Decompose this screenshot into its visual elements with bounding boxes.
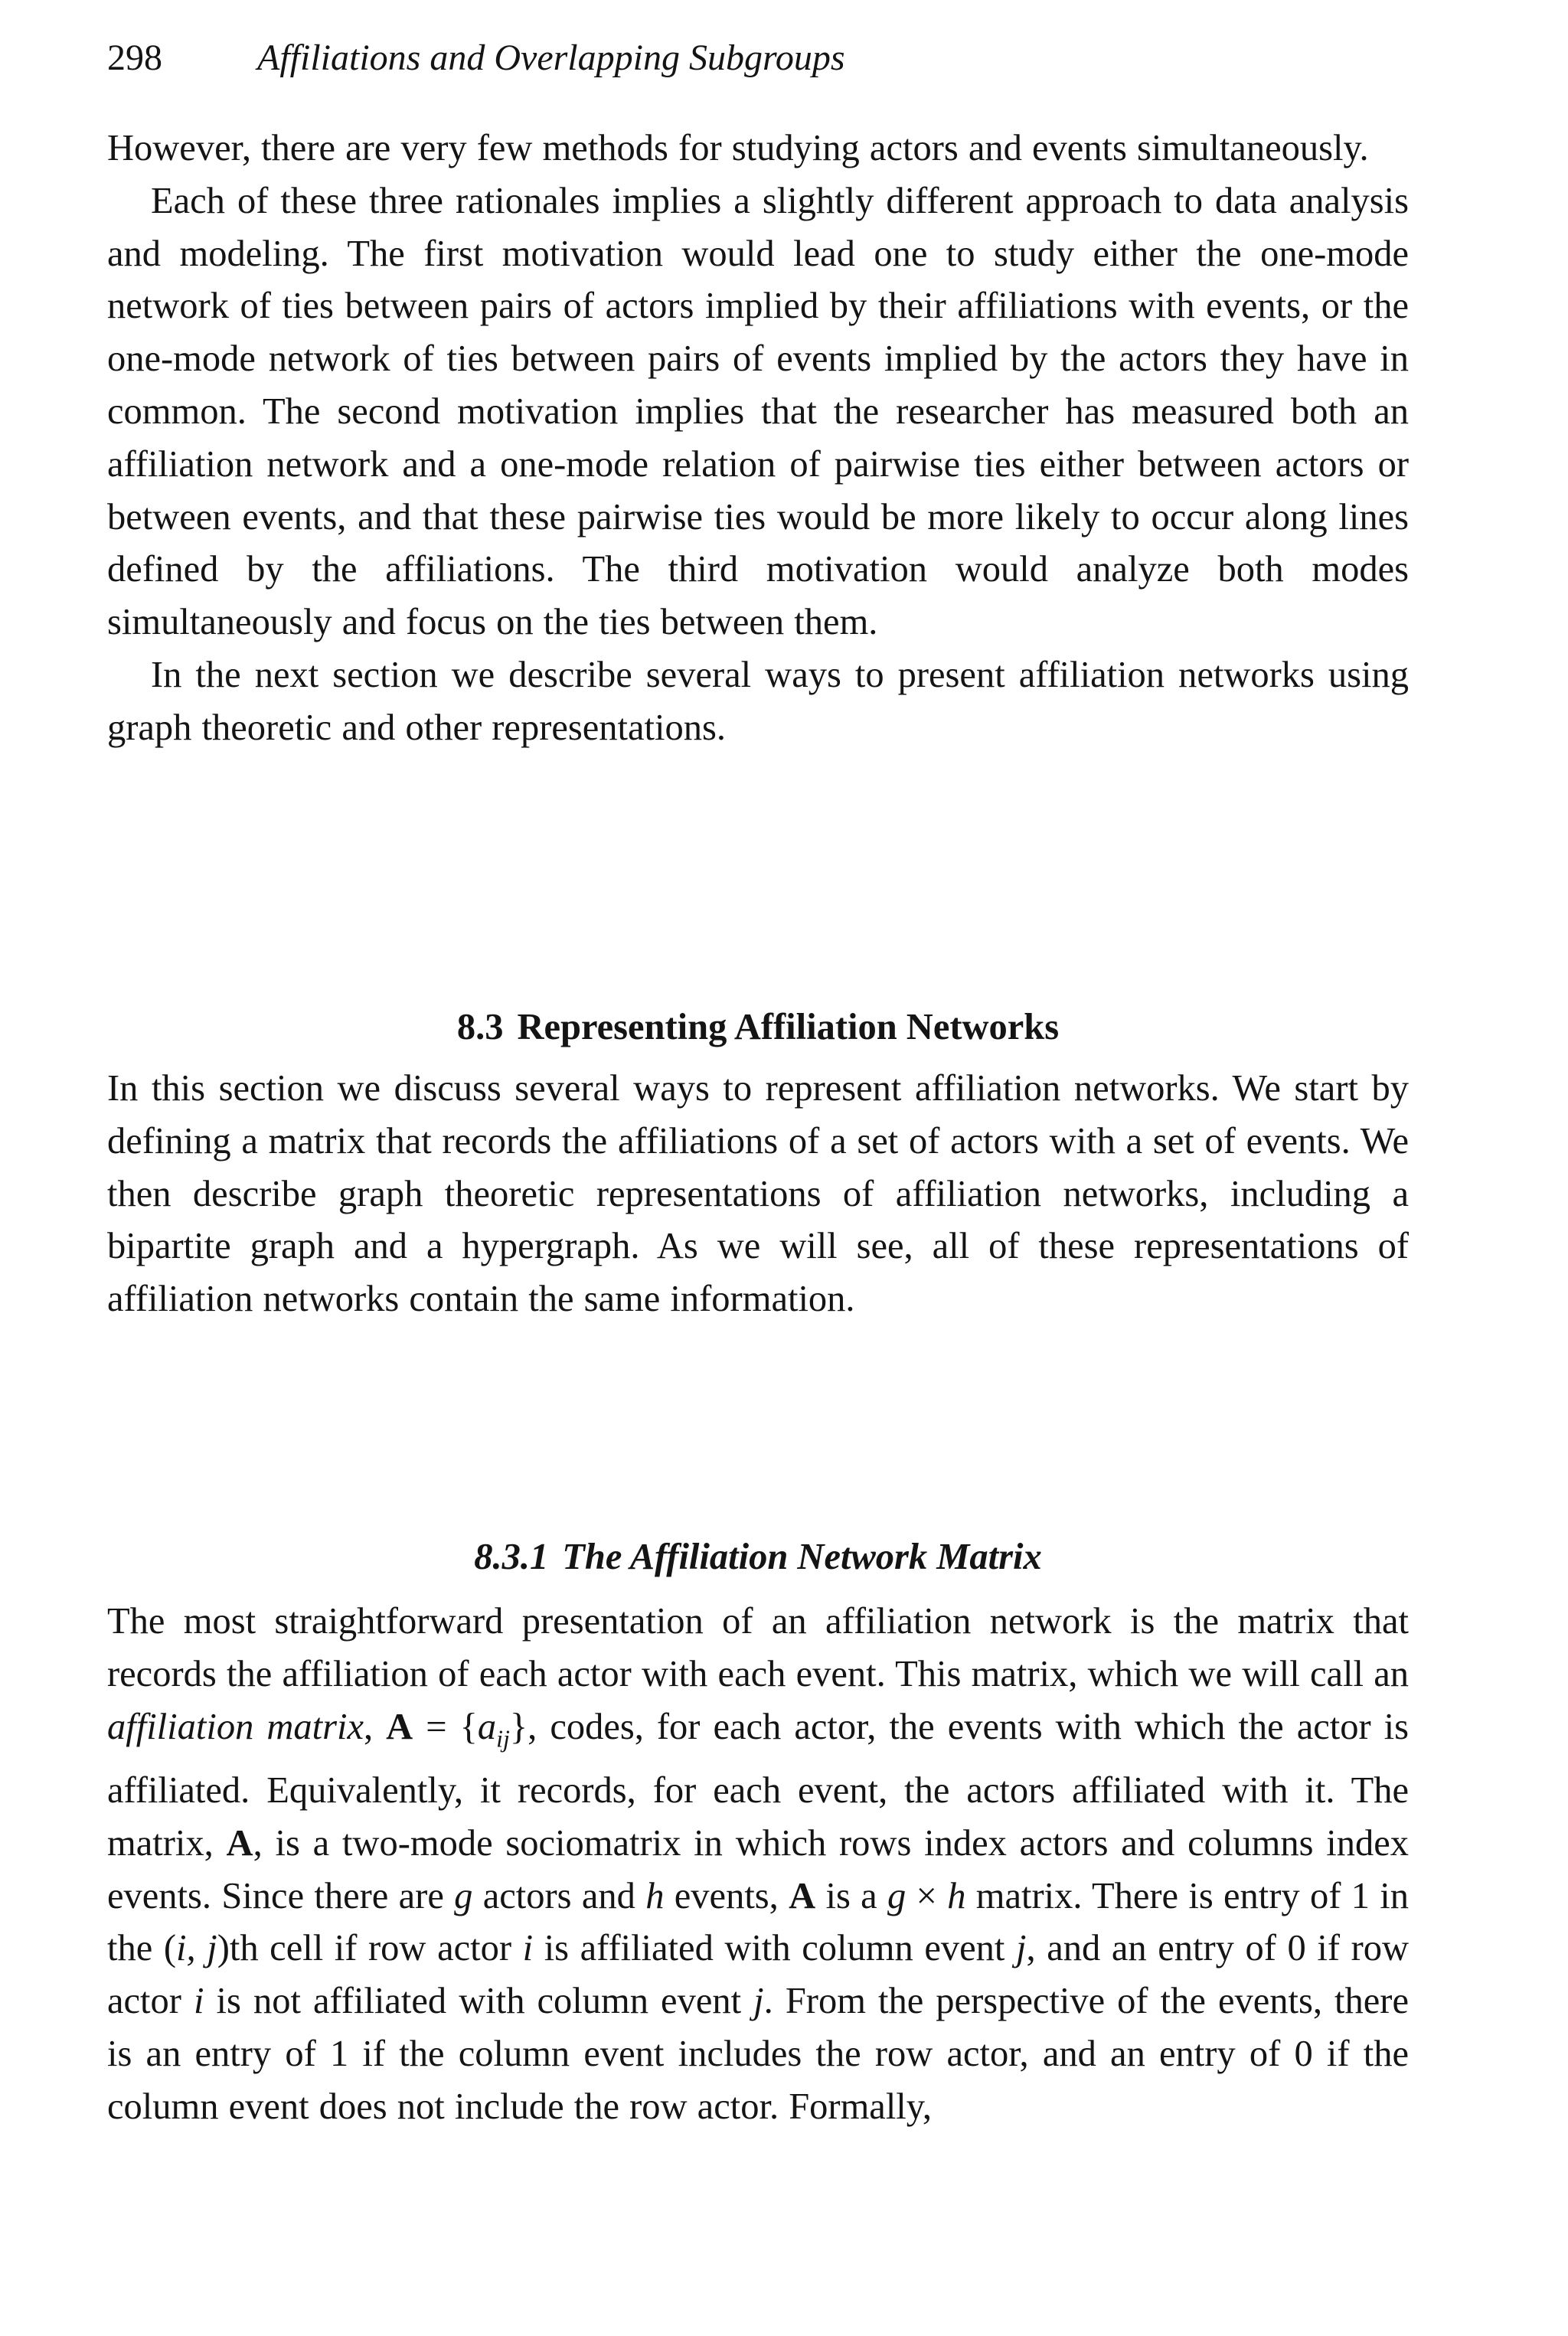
math-symbol-A: A [386,1706,413,1747]
math-symbol-A: A [226,1822,253,1864]
term-affiliation-matrix: affiliation matrix [107,1706,364,1747]
text-run: is a [815,1875,887,1916]
text-run: . From the perspective of the events, there is an entry of 1 if the column event includes the row actor, and an entry of 0 if the column event does not include the row actor. Formally, [107,1981,1409,2127]
text-run: is affiliated with column event [533,1928,1016,1969]
math-equals: = { [413,1706,478,1747]
text-run: events, [664,1875,789,1916]
subsection-title: The Affiliation Network Matrix [562,1537,1042,1577]
text-run: The most straightforward presentation of an affiliation network is the matrix that records the affiliation of each actor with each event. This matrix, which we will call an [107,1601,1409,1694]
math-symbol-a: a [477,1706,497,1747]
page-number: 298 [107,38,162,78]
math-symbol-i: i [522,1928,534,1969]
math-cell-index: i, j [176,1928,217,1969]
subsection-text-block [107,1596,1409,2134]
math-times: × [906,1875,948,1916]
section-text-block [107,1063,1409,1326]
text-run: , and an entry of 0 if row actor [107,1928,1410,2022]
paragraph-section-intro: In this section we discuss several ways to represent affiliation networks. We start by defining a matrix that records the affiliations of a set of actors with a set of events. We then describe graph theoretic representations of affiliation networks, including a bipartite graph and a hypergraph. As we will see, all of these representations of affiliation networks contain the same information. [107,1068,1409,1320]
section-number: 8.3 [456,1007,504,1047]
running-head [107,40,845,77]
text-run: )th cell if row actor [217,1928,523,1969]
math-symbol-j: j [1015,1928,1027,1969]
subsection-number: 8.3.1 [474,1537,549,1577]
subsection-heading [107,1539,1409,1576]
math-symbol-j: j [753,1981,764,2022]
text-run: matrix. There is entry of 1 in the ( [107,1875,1409,1969]
top-text-block [107,123,1409,755]
math-symbol-i: i [194,1981,204,2022]
math-symbol-h: h [645,1875,665,1916]
section-title: Representing Affiliation Networks [517,1007,1060,1047]
running-title: Affiliations and Overlapping Subgroups [257,38,845,78]
paragraph-affiliation-matrix [107,1596,1409,2134]
text-run: , is a two-mode sociomatrix in which rows index actors and columns index events. Since there are [107,1822,1409,1916]
text-run: actors and [472,1875,646,1916]
paragraph-next-section: In the next section we describe several ways to present affiliation networks using graph theoretic and other representations. [107,654,1409,748]
math-symbol-g: g [887,1875,906,1916]
text-run: is not affiliated with column event [204,1981,754,2022]
text-run: }, codes, for each actor, the events with which the actor is affiliated. Equivalently, it records, for each event, the actors affiliated with it. The matrix, [107,1706,1410,1864]
paragraph-continuation: However, there are very few methods for studying actors and events simultaneously. [107,128,1369,168]
paragraph-rationales: Each of these three rationales implies a slightly different approach to data analysis and modeling. The first motivation would lead one to study either the one-mode network of ties between pairs of actors implied by their affiliations with events, or the one-mode network of ties between pairs of events implied by the actors they have in common. The second motivation implies that the researcher has measured both an affiliation network and a one-mode relation of pairwise ties either between actors or between events, and that these pairwise ties would be more likely to occur along lines defined by the affiliations. The third motivation would analyze both modes simultaneously and focus on the ties between them. [107,180,1409,643]
math-symbol-g: g [454,1875,473,1916]
text-run: , [363,1706,387,1747]
math-subscript-ij: ij [496,1724,510,1753]
section-heading [107,1009,1409,1047]
math-symbol-A: A [789,1875,816,1916]
math-symbol-h: h [947,1875,966,1916]
